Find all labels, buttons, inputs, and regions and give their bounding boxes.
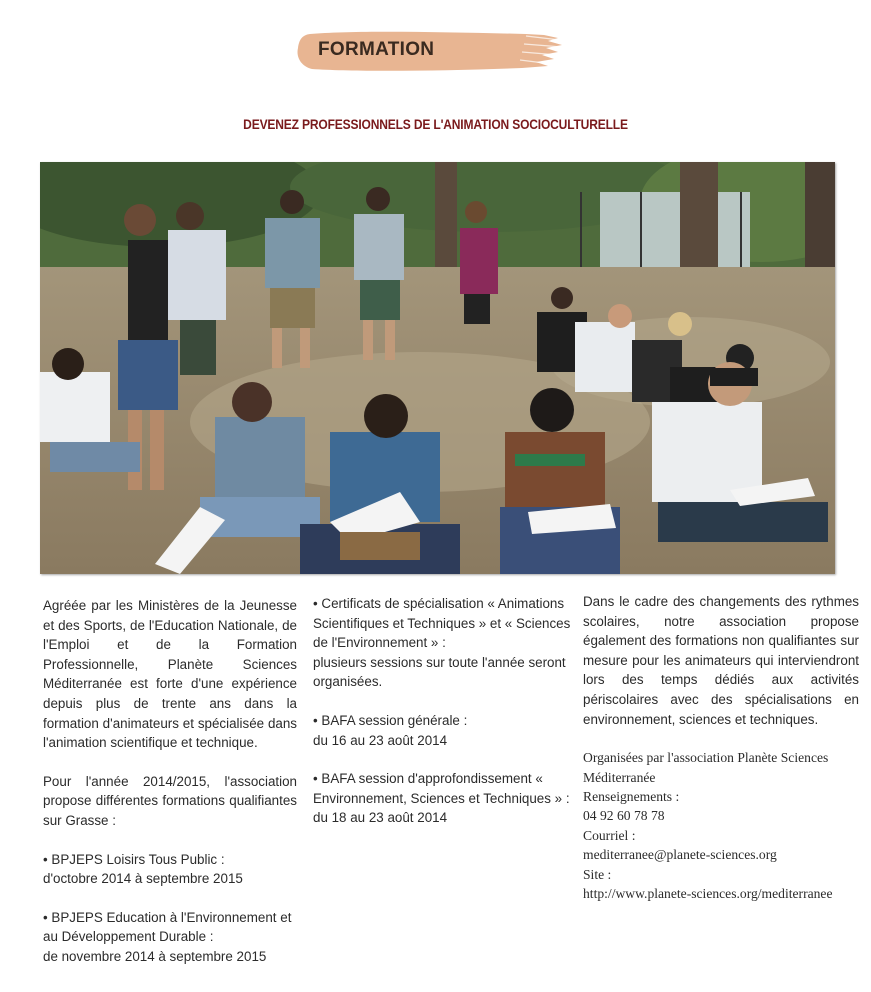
bpjeps-loisirs-title: • BPJEPS Loisirs Tous Public : (43, 851, 225, 867)
email-address: mediterranee@planete-sciences.org (583, 847, 777, 863)
periscolaire-paragraph: Dans le cadre des changements des rythmes scolaires, notre association propose également des formations non qualifiantes sur mesure pour les animateurs qui interviendront lors des temps dédiés aux activités périscolaires avec des spécialisations en environnement, sciences et techniques. (583, 594, 859, 727)
group-training-photo (40, 162, 835, 574)
banner-title: FORMATION (318, 39, 435, 60)
bpjeps-environnement-dates: de novembre 2014 à septembre 2015 (43, 948, 267, 964)
bafa-approfondissement-dates: du 18 au 23 août 2014 (313, 810, 448, 826)
column-middle (313, 594, 571, 828)
bpjeps-environnement-title: • BPJEPS Education à l'Environnement et au Développement Durable : (43, 909, 292, 945)
column-left (43, 596, 297, 967)
bafa-approfondissement-title: • BAFA session d'approfondissement « Environnement, Sciences et Techniques » : (313, 771, 570, 806)
info-label: Renseignements : (583, 788, 680, 804)
site-url: http://www.planete-sciences.org/mediterranee (583, 886, 833, 901)
certificats-text: plusieurs sessions sur toute l'année seront organisées. (313, 654, 566, 690)
photo-illustration (40, 162, 835, 574)
phone-number: 04 92 60 78 78 (583, 808, 665, 824)
bafa-generale-title: • BAFA session générale : (313, 712, 468, 728)
section-banner (296, 28, 562, 74)
site-label: Site : (583, 866, 612, 882)
year-offer-paragraph: Pour l'année 2014/2015, l'association propose différentes formations qualifiantes sur Grasse : (43, 773, 297, 828)
intro-paragraph: Agréée par les Ministères de la Jeunesse et des Sports, de l'Education Nationale, de l'Emploi et de la Formation Professionnelle, Planète Sciences Méditerranée est forte d'une expérience depuis plus de trente ans dans la formation d'animateurs et spécialisée dans l'animation scientifique et technique. (43, 598, 297, 751)
bafa-generale-dates: du 16 au 23 août 2014 (313, 732, 448, 748)
contact-block (583, 748, 859, 903)
bpjeps-loisirs-dates: d'octobre 2014 à septembre 2015 (43, 871, 243, 887)
page-headline: DEVENEZ PROFESSIONNELS DE L'ANIMATION SOCIOCULTURELLE (243, 116, 628, 132)
organised-by-text: Organisées par l'association Planète Sciences Méditerranée (583, 750, 829, 785)
email-label: Courriel : (583, 827, 636, 843)
column-right (583, 592, 859, 903)
certificats-title: • Certificats de spécialisation « Animations Scientifiques et Techniques » et « Sciences de l'Environnement » : (313, 596, 571, 651)
